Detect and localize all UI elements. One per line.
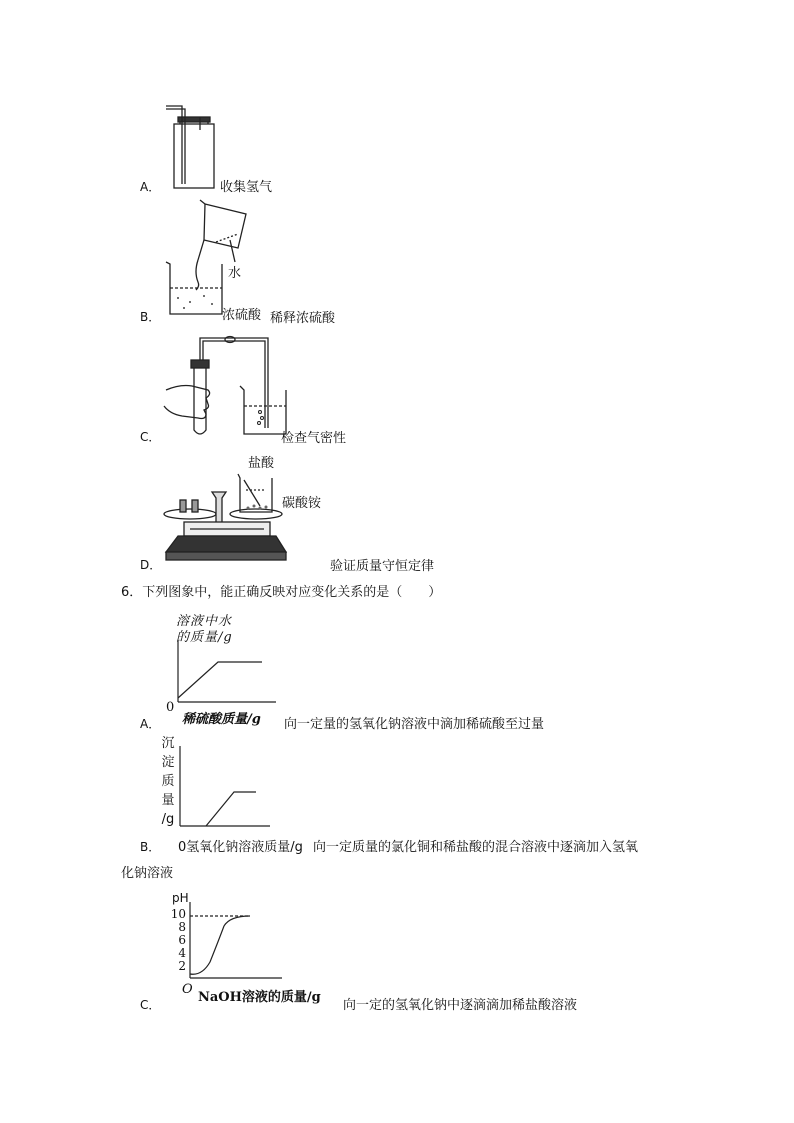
graph-b-ylabel-char: 质: [161, 774, 175, 789]
graph-b-ylabel: [160, 734, 176, 829]
concentrated-acid-label: 浓硫酸: [222, 308, 262, 323]
balance-diagram: [160, 470, 290, 566]
airtightness-check-diagram: [160, 334, 290, 440]
graph-c-ticks: [170, 908, 186, 973]
graph-c-plot: [186, 902, 286, 982]
option-c-letter: C．: [140, 430, 161, 444]
graph-b-ylabel-char: 淀: [161, 755, 175, 770]
option-b-letter: B．: [140, 310, 161, 324]
option-b-caption: 稀释浓硫酸: [270, 311, 336, 326]
q6-option-a-caption: 向一定量的氢氧化钠溶液中滴加稀硫酸至过量: [284, 717, 545, 732]
graph-b-ylabel-char: /g: [161, 812, 175, 827]
graph-a-plot: [170, 640, 280, 706]
graph-a-xlabel: 稀硫酸质量/g: [182, 712, 261, 727]
graph-a-ylabel-line1: 溶液中水: [176, 614, 233, 629]
ammonium-carbonate-label: 碳酸铵: [282, 496, 322, 511]
graph-c-ylabel: pH: [172, 891, 189, 905]
graph-c-tick: 4: [178, 946, 186, 960]
q6-option-b-caption-line1: 向一定质量的氯化铜和稀盐酸的混合溶液中逐滴加入氢氧: [313, 840, 639, 855]
graph-c-tick: 10: [170, 907, 186, 921]
option-a-letter: A．: [140, 180, 161, 194]
graph-b-origin-xlabel: 0氢氧化钠溶液质量/g: [178, 840, 303, 855]
q6-option-b-letter: B．: [140, 840, 161, 854]
question-6-stem: 6．下列图象中，能正确反映对应变化关系的是（ ）: [121, 585, 442, 600]
graph-c-origin: O: [182, 982, 193, 997]
graph-c-tick: 6: [178, 933, 186, 947]
graph-a-origin: 0: [166, 700, 175, 715]
q6-option-a-letter: A．: [140, 717, 161, 731]
graph-c-tick: 2: [178, 959, 186, 973]
graph-c-tick: 8: [178, 920, 186, 934]
graph-b-ylabel-char: 沉: [161, 736, 175, 751]
option-c-caption: 检查气密性: [281, 431, 347, 446]
q6-option-c-caption: 向一定的氢氧化钠中逐滴滴加稀盐酸溶液: [343, 998, 578, 1013]
option-d-caption: 验证质量守恒定律: [330, 559, 435, 574]
graph-c-xlabel: NaOH溶液的质量/g: [198, 990, 321, 1005]
q6-option-b-caption-line2: 化钠溶液: [121, 866, 174, 881]
q6-option-c-letter: C．: [140, 998, 161, 1012]
graph-a-ylabel-line2: 的质量/g: [176, 630, 233, 645]
graph-b-plot: [176, 746, 272, 830]
option-d-letter: D．: [140, 558, 162, 572]
graph-b-ylabel-char: 量: [161, 793, 175, 808]
water-label: 水: [228, 266, 242, 281]
acid-dilution-diagram: [160, 200, 270, 320]
hydrochloric-acid-label: 盐酸: [248, 456, 275, 471]
option-a-caption: 收集氢气: [220, 180, 273, 195]
